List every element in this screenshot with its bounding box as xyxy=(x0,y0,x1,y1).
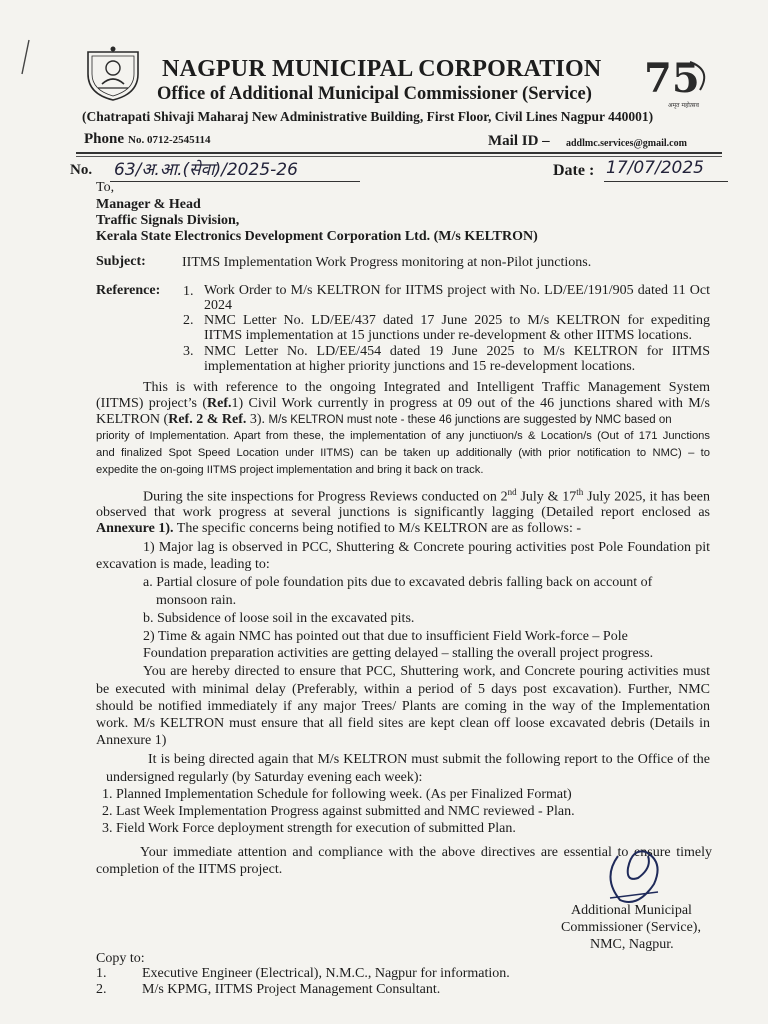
para1-line-2 xyxy=(96,396,710,412)
nmc-emblem-icon xyxy=(82,44,144,102)
para1-l3-note: M/s KELTRON must note - these 46 junctions are suggested by NMC based on xyxy=(268,414,672,426)
para5-line-2: completion of the IITMS project. xyxy=(96,862,283,877)
signatory-line-2: Commissioner (Service), xyxy=(561,920,701,935)
para1-ref-3: Ref. xyxy=(221,412,247,427)
para3-line-5: Annexure 1) xyxy=(96,733,167,748)
concern-1-line-1: 1) Major lag is observed in PCC, Shuttering & Concrete pouring activities post Pole Foundation pit xyxy=(143,540,710,555)
para3-line-4: work. M/s KELTRON must ensure that all field sites are kept clean off loose excavated debris (Details in xyxy=(96,716,710,731)
para5-line-1: Your immediate attention and compliance with the above directives are essential to ensure timely xyxy=(140,845,712,860)
concern-2-line-2: Foundation preparation activities are getting delayed – stalling the overall project progress. xyxy=(143,646,654,661)
phone-label: Phone xyxy=(84,131,125,147)
para3-line-2: be executed with minimal delay (Preferably, within a period of 5 days post excavation). Further, NMC xyxy=(96,682,710,697)
concern-1a-line-2: monsoon rain. xyxy=(156,593,237,608)
letter-no-underline xyxy=(110,181,360,182)
report-item-2: 2. Last Week Implementation Progress against submitted and NMC reviewed - Plan. xyxy=(102,804,575,819)
copy-to-label: Copy to: xyxy=(96,951,145,966)
letter-no-label: No. xyxy=(70,162,93,178)
reference-num-3: 3. xyxy=(183,344,194,359)
para1-line-3 xyxy=(96,412,672,428)
to-label: To, xyxy=(96,180,115,195)
para2-sup-th: th xyxy=(576,487,584,497)
office-name: Office of Additional Municipal Commissioner (Service) xyxy=(157,84,592,104)
signatory-line-3: NMC, Nagpur. xyxy=(590,937,674,952)
date-label: Date : xyxy=(553,162,595,179)
address: (Chatrapati Shivaji Maharaj New Administrative Building, First Floor, Civil Lines Nagpur 440001) xyxy=(82,109,654,124)
phone-number: No. 0712-2545114 xyxy=(128,134,211,146)
letter-no-value: 63/अ.आ.(सेवा)/2025-26 xyxy=(114,160,298,180)
para1-l3-text: KELTRON ( xyxy=(96,412,169,427)
copy-num-2: 2. xyxy=(96,982,107,997)
para1-line-5: and finalized Spot Speed Location under IITMS) can be taken up additionally (with prior notification to NMC) – to xyxy=(96,447,710,459)
concern-1b: b. Subsidence of loose soil in the excavated pits. xyxy=(143,611,415,626)
concern-2-line-1: 2) Time & again NMC has pointed out that due to insufficient Field Work-force – Pole xyxy=(143,629,628,644)
para2-l1-mid: July & 17 xyxy=(516,489,577,505)
addressee-line-2: Traffic Signals Division, xyxy=(96,213,240,228)
mail-label: Mail ID – xyxy=(488,133,550,149)
copy-item-1: Executive Engineer (Electrical), N.M.C., Nagpur for information. xyxy=(142,966,510,981)
para2-l1-text: During the site inspections for Progress Reviews conducted on 2 xyxy=(143,489,508,505)
para2-annexure: Annexure 1). xyxy=(96,521,174,536)
para1-l3-close: 3). xyxy=(246,412,269,427)
concern-1-line-2: excavation is made, leading to: xyxy=(96,557,270,572)
report-item-1: 1. Planned Implementation Schedule for following week. (As per Finalized Format) xyxy=(102,787,572,802)
reference-item-1: Work Order to M/s KELTRON for IITMS project with No. LD/EE/191/905 dated 11 Oct xyxy=(204,283,710,298)
para2-l3-text: The specific concerns being notified to M/s KELTRON are as follows: - xyxy=(173,521,581,536)
para1-l2-rest: 1) Civil Work currently in progress at 09 out of the 46 junctions shared with M/s xyxy=(231,396,710,411)
svg-text:75: 75 xyxy=(644,55,700,102)
subject-label: Subject: xyxy=(96,254,146,269)
para1-ref-1: Ref. xyxy=(207,396,232,411)
report-item-3: 3. Field Work Force deployment strength for execution of submitted Plan. xyxy=(102,821,516,836)
logo-caption: अमृत महोत्सव xyxy=(668,102,699,109)
para3-line-3: should be notified immediately if any major Trees/ Plants are coming in the way of the Implementation xyxy=(96,699,710,714)
date-value: 17/07/2025 xyxy=(606,158,704,178)
para2-line-1 xyxy=(143,487,710,506)
reference-item-2: NMC Letter No. LD/EE/437 dated 17 June 2025 to M/s KELTRON for expediting xyxy=(204,313,710,328)
concern-1a-line-1: a. Partial closure of pole foundation pits due to excavated debris falling back on account of xyxy=(143,575,653,590)
signatory-line-1: Additional Municipal xyxy=(571,903,692,918)
reference-item-3: NMC Letter No. LD/EE/454 dated 19 June 2025 to M/s KELTRON for IITMS xyxy=(204,344,710,359)
copy-item-2: M/s KPMG, IITMS Project Management Consultant. xyxy=(142,982,441,997)
subject-text: IITMS Implementation Work Progress monitoring at non-Pilot junctions. xyxy=(182,255,592,270)
para1-l2-text: (IITMS) project’s ( xyxy=(96,396,207,411)
reference-label: Reference: xyxy=(96,283,161,298)
para1-line-4: priority of Implementation. Apart from these, the implementation of any junctiuon/s & Location/s (Out of 171 Junctions xyxy=(96,430,710,442)
signature-icon xyxy=(598,838,668,910)
org-name: NAGPUR MUNICIPAL CORPORATION xyxy=(162,56,602,82)
para1-line-1: This is with reference to the ongoing Integrated and Intelligent Traffic Management System xyxy=(143,380,710,395)
margin-pen-mark xyxy=(18,38,32,76)
para1-line-6: expedite the on-going IITMS project implementation and bring it back on track. xyxy=(96,464,484,476)
addressee-line-3: Kerala State Electronics Development Corporation Ltd. (M/s KELTRON) xyxy=(96,229,538,244)
reference-item-3-cont: implementation at higher priority junctions and 15 re-development locations. xyxy=(204,359,636,374)
addressee-line-1: Manager & Head xyxy=(96,197,201,212)
para1-ref-2-num: 2 & xyxy=(192,412,222,427)
reference-num-1: 1. xyxy=(183,284,194,299)
date-underline xyxy=(604,181,728,182)
para4-line-1: It is being directed again that M/s KELTRON must submit the following report to the Office of the xyxy=(148,752,710,767)
reference-num-2: 2. xyxy=(183,313,194,328)
header-rule xyxy=(76,152,722,154)
para4-line-2: undersigned regularly (by Saturday evening each week): xyxy=(106,770,423,785)
para3-line-1: You are hereby directed to ensure that PCC, Shuttering work, and Concrete pouring activities must xyxy=(143,664,710,679)
para1-ref-2: Ref. xyxy=(168,412,193,427)
copy-num-1: 1. xyxy=(96,966,107,981)
para2-l1-end: July 2025, it has been xyxy=(583,489,710,505)
reference-item-1-cont: 2024 xyxy=(204,298,232,313)
reference-item-2-cont: IITMS implementation at 15 junctions under re-development & other IITMS locations. xyxy=(204,328,692,343)
para2-line-3 xyxy=(96,521,581,537)
para2-line-2: observed that work progress at several junctions is significantly lagging (Detailed report enclosed as xyxy=(96,505,710,520)
para2-sup-nd: nd xyxy=(507,487,517,497)
mail-id: addlmc.services@gmail.com xyxy=(566,138,687,149)
